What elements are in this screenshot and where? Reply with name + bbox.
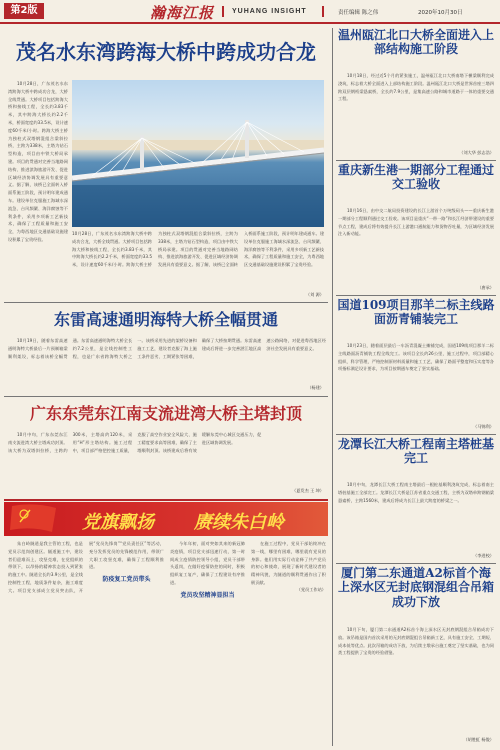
feature-subhead-2: 党员攻坚精神显担当: [180, 591, 235, 599]
lead-body: 10月28日，广东茂名水东湾跨海大桥中跨成功合龙，大桥全线贯通。大桥项目包括跨海大桥和接线工程，全长约3.83千米，其中跨海大桥长约2.2千米，桥面宽度约33.5米，设计速度60千米/小时。跨海大桥主桥为独柱式双塔钢混组合梁斜拉桥，主跨为338米，主塔为钻石型构造，项目由中铁大桥局承建。项目的贯通对完善当地路网结构、推进滨海旅游开发、促进区域经济协调发展具有重要意义。据了解，该桥已全面转入桥面系施工阶段，预计明年建成通车。建设单位克服施工海域水深流急、台风频繁、海洋腐蚀等不利条件，采用多项新工艺新技术，确保了工程质量和施工安全，为粤西地区交通基础设施建设积累了宝贵经验。: [8, 81, 68, 242]
right-byline: （马锦利）: [473, 424, 494, 429]
divider: [336, 160, 496, 161]
feature-paragraph-3: 在施工过程中，党员干部始终冲在第一线，哪里有困难，哪里就有党员的身影。他们用实际行动诠释了共产党员的初心和使命，展现了新时代建设者的精神风貌，为隧道的顺利贯通作出了积极贡献。: [251, 541, 326, 585]
bridge-illustration: [72, 80, 324, 227]
lead-headline-box: [4, 26, 328, 78]
feature-paragraph-2: 今年年初，面对突如其来的新冠肺炎疫情，项目党支部迅速行动，第一时间成立疫情防控领导小组，党员干部带头返岗，在做好疫情防控的同时，积极组织复工复产，确保了工程建设有序推进。: [170, 541, 245, 585]
divider: [4, 499, 328, 501]
banner-title-2: 赓续朱白岭: [194, 512, 284, 533]
header-separator: [222, 6, 224, 17]
right-headline-wenzhou: 温州瓯江北口大桥全面进入上部结构施工阶段: [337, 28, 494, 57]
article-headline-dongleigaosu: 东雷高速通明海特大桥全幅贯通: [53, 310, 278, 329]
section-name: YUHANG INSIGHT: [232, 8, 307, 15]
right-byline: （李进校）: [473, 553, 494, 558]
lead-byline: （刘 源）: [305, 292, 324, 297]
page-number-tag: 第2版: [4, 3, 44, 19]
bridge-photo: [72, 80, 324, 227]
flag-icon: [4, 502, 74, 536]
right-byline: （唐承）: [477, 285, 494, 290]
lead-body-column: [8, 80, 68, 298]
right-body-longtan: 10月中旬，龙潭长江大桥工程南主塔最后一根桩基顺利浇筑完成，标志着南主塔桩基施工全部完工。龙潭长江大桥是江苏省重点交通工程，主桥为双塔单跨钢箱梁悬索桥，主跨1560米，建成后将成为长江上最大跨度的桥梁之一。: [338, 482, 494, 503]
article-byline: （夏发杰 王 坤）: [292, 488, 324, 493]
article-headline-dongguan: 广东东莞东江南支流进湾大桥主塔封顶: [29, 404, 302, 423]
feature-byline: （党员工作站）: [296, 586, 326, 592]
banner-title-1: 党旗飘扬: [82, 512, 154, 533]
right-body-chongqing: 10月16日，由中交二航局投资建设的长江上游首个万吨级码头——重庆新生港一期部分工程顺利通过交工验收。该项目是重庆“一带一路”和长江经济带建设的重要节点工程，建成后将有效提升长江上游港口通航能力和货物吞吐量，为区域经济发展注入新动能。: [338, 208, 494, 237]
right-headline-box: [336, 163, 496, 205]
right-headline-box: [336, 566, 496, 624]
divider: [336, 563, 496, 564]
right-headline-guodao109: 国道109项目那羊二标主线路面沥青铺装完工: [337, 298, 495, 327]
right-headline-box: [336, 437, 496, 479]
right-body-xiamen: 10月下旬，厦门第二东通道A2标首个海上深水区无封底钢混组合吊箱成功下放。该吊箱是国内首次采用的无封底钢混组合吊箱新工艺，具有施工安全、工期短、成本低等优点。此次吊箱的成功下放，为后续主墩承台施工奠定了坚实基础，也为同类工程提供了宝贵的经验借鉴。: [338, 627, 494, 656]
right-headline-chongqing: 重庆新生港一期部分工程通过交工验收: [337, 163, 494, 192]
divider: [4, 396, 328, 397]
feature-columns: [8, 540, 326, 746]
lead-headline: 茂名水东湾跨海大桥中跨成功合龙: [16, 40, 316, 64]
lead-body-continued: [72, 230, 324, 298]
divider: [4, 302, 328, 303]
article-byline: （杨建）: [307, 385, 324, 390]
right-headline-box: [336, 28, 496, 70]
masthead-logo: 瀚海江报: [150, 4, 215, 22]
issue-date: 2020年10月30日: [418, 10, 463, 16]
divider: [336, 434, 496, 435]
article-body-dongguan: 10月中旬，广东东莞东江南支流进湾大桥主塔成功封顶。该大桥为双塔斜拉桥，主跨约300米，主塔高约120米，采用“H”形主塔结构。施工过程中，项目部严格把控施工质量，克服了高空作业安全风险大、施工精度要求高等困难，确保了主塔顺利封顶。该桥建成后将有效缓解东莞中心城区交通压力，促进区域协调发展。: [8, 432, 262, 453]
header-separator: [322, 6, 324, 17]
feature-subhead-1: 防疫复工党员带头: [102, 576, 151, 584]
feature-body: [8, 540, 326, 746]
article-headline-box: [4, 399, 328, 429]
right-byline: （刘大华 彭志浩）: [459, 150, 494, 155]
right-body-guodao109: 10月23日，随着面层最后一车沥青混凝土摊铺完成，国道109线项目那羊二标主线路面沥青铺装工程全线完工。该项目全长约26公里，施工过程中，项目部精心组织、科学管理，严格控制原材料质量和施工工艺，确保了路面平整度和压实度等各项指标满足设计要求，为项目按期通车奠定了坚实基础。: [338, 343, 494, 372]
right-headline-xiamen: 厦门第二东通道A2标首个海上深水区无封底钢混组合吊箱成功下放: [337, 566, 494, 609]
right-body-wenzhou: 10月18日，经过近5个月的紧张施工，温州瓯江北口大桥南塔下横梁顺利完成浇筑，标志着大桥全面进入上部结构施工阶段。温州瓯江北口大桥是世界首座三塔四跨双层钢桁梁悬索桥，全长约7.9公里，是集高速公路和城市道路于一体的重要交通工程。: [338, 73, 494, 102]
lead-body-columns: 10月28日，广东茂名水东湾跨海大桥中跨成功合龙，大桥全线贯通。大桥项目包括跨海大桥和接线工程，全长约3.83千米，其中跨海大桥长约2.2千米，桥面宽度约33.5米，设计速度60千米/小时。跨海大桥主桥为独柱式双塔钢混组合梁斜拉桥，主跨为338米，主塔为钻石型构造，项目由中铁大桥局承建。项目的贯通对完善当地路网结构、推进滨海旅游开发、促进区域经济协调发展具有重要意义。据了解，该桥已全面转入桥面系施工阶段，预计明年建成通车。建设单位克服施工海域水深流急、台风频繁、海洋腐蚀等不利条件，采用多项新工艺新技术，确保了工程质量和施工安全，为粤西地区交通基础设施建设积累了宝贵经验。: [72, 231, 324, 268]
column-divider: [332, 28, 333, 746]
page-header: [0, 0, 500, 24]
editor-credit: 责任编辑 陈之伟: [338, 10, 379, 16]
article-body-dongleigaosu: 10月19日，随着东雷高速通明海特大桥最后一片预制箱梁顺利架设，标志着该桥全幅贯通。东雷高速通明海特大桥全长约7.2公里，是全线控制性工程，也是广东省跨海特大桥之一。该桥采用先进的架桥设备和施工工艺，建设者克服了海上施工条件恶劣、工期紧张等困难，确保了大桥按期贯通。东雷高速建成后将进一步完善湛江地区高速公路网络，对促进粤西地区经济社会发展具有重要意义。: [8, 338, 326, 359]
party-banner: [4, 502, 328, 536]
right-headline-box: [336, 298, 496, 340]
right-byline: （胡胜虹 杨俊）: [463, 737, 494, 742]
divider: [336, 295, 496, 296]
article-headline-box: [4, 305, 328, 335]
right-headline-longtan: 龙潭长江大桥工程南主塔桩基完工: [337, 437, 494, 466]
feature-paragraph-1: 朱白岭隧道是我主管的工程，也是党员示范岗创建区。隧道施工中，建设者们迎难而上，攻坚克难，在党组织的带领下，以昂扬的精神状态投入到紧张的施工中。隧道全长约3.9公里，是全线控制性工程，地质条件复杂，施工难度大。项目党支部成立党员突击队，开展“党员先锋岗”“党员责任区”等活动，充分发挥党员的先锋模范作用，带领广大职工攻坚克难，确保了工程顺利推进。: [8, 541, 164, 593]
